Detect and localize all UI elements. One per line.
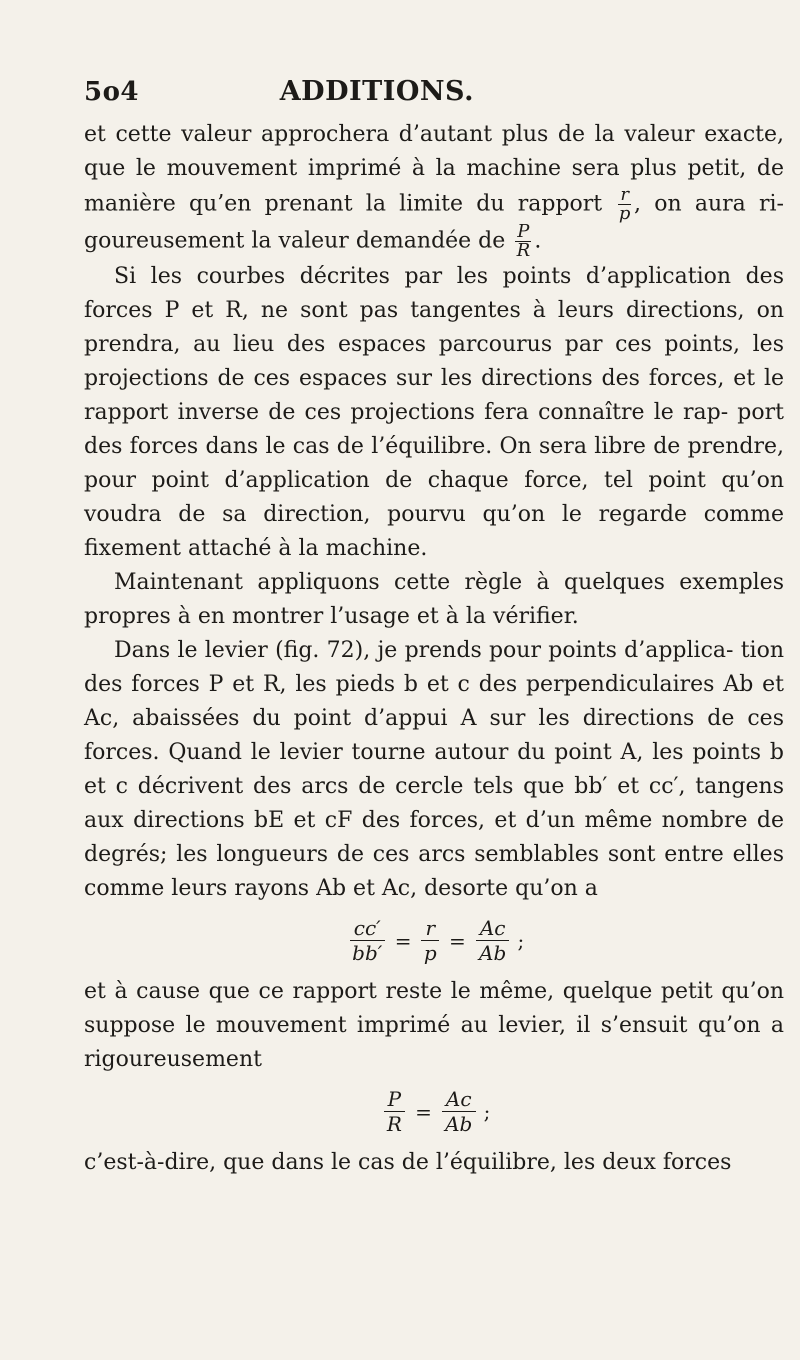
running-title: ADDITIONS. xyxy=(279,76,474,107)
formula-fraction: $\frac{P}{R}$ xyxy=(384,1087,405,1136)
paragraph-6: c’est-à-dire, que dans le cas de l’équilibre, les deux forces xyxy=(84,1150,732,1175)
paragraph-2: Si les courbes décrites par les points d’application des forces P et R, ne sont pas tangentes à leurs directions, on prendra, au lieu des espaces parcourus par ces points, les projections de ces espaces sur les directions des forces, et le rapport inverse de ces projections fera connaître le rap- port des forces dans le cas de l’équilibre. On sera libre de prendre, pour point d’application de chaque force, tel point qu’on voudra de sa direction, pourvu qu’on le regarde comme fixement attaché à la machine. xyxy=(84,264,784,561)
paragraph-5: et à cause que ce rapport reste le même, quelque petit qu’on suppose le mouvement imprimé au levier, il s’ensuit qu’on a rigoureusement xyxy=(84,979,784,1072)
formula-fraction: $\frac{cc'}{bb'}$ xyxy=(350,916,385,965)
paragraph-4: Dans le levier (fig. 72), je prends pour points d’applica- tion des forces P et R, les pieds b et c des perpendiculaires Ab et Ac, abaissées du point d’appui A sur les directions de ces forces. Quand le levier tourne autour du point A, les points b et c décrivent des arcs de cercle tels que bb′ et cc′, tangens aux directions bE et cF des forces, et d’un même nombre de degrés; les longueurs de ces arcs semblables sont entre elles comme leurs rayons Ab et Ac, desorte qu’on a xyxy=(84,638,784,901)
formula-force-ratio: $\frac{P}{R}$ = $\frac{Ac}{Ab}$ ; xyxy=(84,1087,784,1136)
page-header xyxy=(84,76,474,107)
page-number: 5o4 xyxy=(84,77,140,107)
fraction-P-over-R: $\frac{P}{R}$ xyxy=(516,221,531,261)
paragraph-1: et cette valeur approchera d’autant plus de la valeur exacte, que le mouvement imprimé à la machine sera plus petit, de manière qu’en prenant la limite du rapport $\frac{r}{p}$ , on aura ri- goureusement la valeur demandée de $\frac{P}{R}$ . xyxy=(84,122,784,261)
formula-arcs-ratio: $\frac{cc'}{bb'}$ = $\frac{r}{p}$ = $\frac{Ac}{Ab}$ ; xyxy=(84,916,784,965)
page-body xyxy=(84,118,784,1180)
paragraph-3: Maintenant appliquons cette règle à quelques exemples propres à en montrer l’usage et à la vérifier. xyxy=(84,570,784,629)
formula-fraction: $\frac{Ac}{Ab}$ xyxy=(476,916,510,965)
formula-fraction: $\frac{r}{p}$ xyxy=(421,916,439,965)
formula-fraction: $\frac{Ac}{Ab}$ xyxy=(442,1087,476,1136)
fraction-r-over-p: $\frac{r}{p}$ xyxy=(618,184,631,224)
